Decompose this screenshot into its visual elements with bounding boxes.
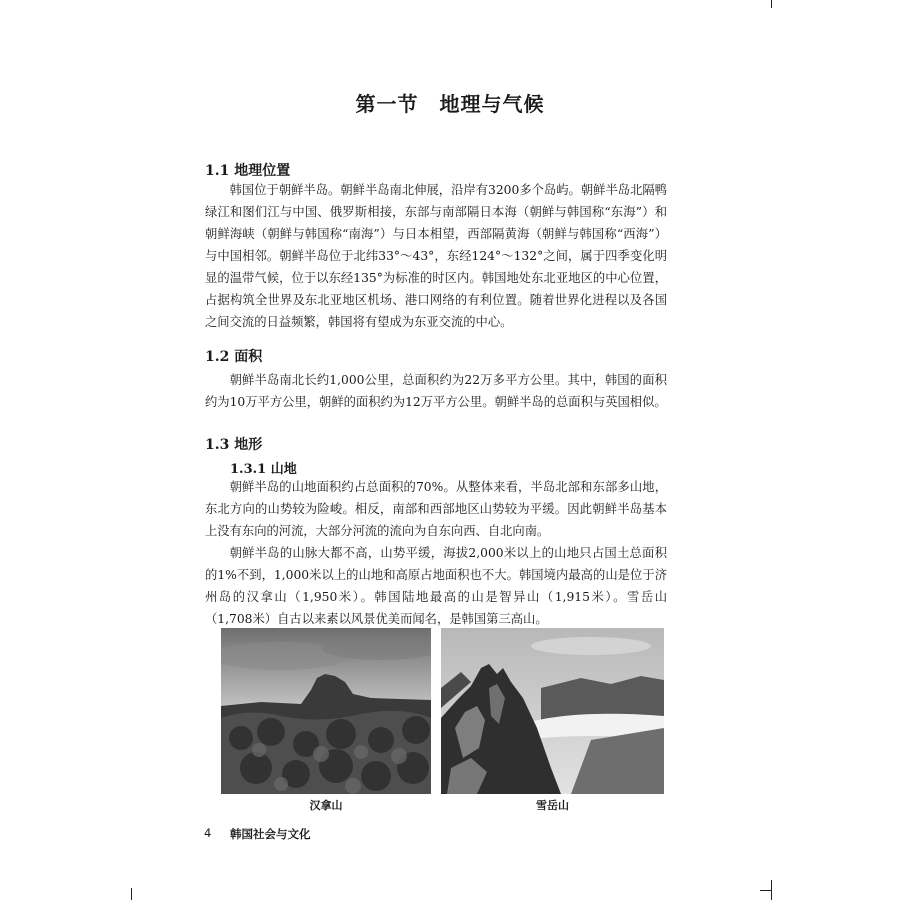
section-heading-location: 1.1 地理位置 [205, 163, 291, 179]
hallasan-photo [221, 628, 431, 794]
hallasan-caption: 汉拿山 [309, 799, 343, 812]
page-title: 第一节 地理与气候 [355, 92, 545, 116]
seoraksan-caption: 雪岳山 [536, 799, 569, 812]
seoraksan-photo [441, 628, 664, 794]
crop-mark-bottom-left [131, 888, 132, 900]
crop-mark-top [771, 0, 772, 8]
paragraph-location: 韩国位于朝鲜半岛。朝鲜半岛南北伸展，沿岸有3200多个岛屿。朝鲜半岛北隔鸭绿江和图们江与中国、俄罗斯相接，东部与南部隔日本海（朝鲜与韩国称“东海”）和朝鲜海峡（朝鲜与韩国称“南海”）与日本相望，西部隔黄海（朝鲜与韩国称“西海”）与中国相邻。朝鲜半岛位于北纬33°～43°，东经124°～132°之间，属于四季变化明显的温带气候，位于以东经135°为标准的时区内。韩国地处东北亚地区的中心位置，占据构筑全世界及东北亚地区机场、港口网络的有利位置。随着世界化进程以及各国之间交流的日益频繁，韩国将有望成为东亚交流的中心。 [205, 183, 667, 329]
subsection-heading-mountains: 1.3.1 山地 [230, 462, 297, 477]
section-heading-area: 1.2 面积 [205, 349, 263, 365]
book-title: 韩国社会与文化 [230, 827, 311, 841]
paragraph-mountains-2: 朝鲜半岛的山脉大都不高，山势平缓，海拔2,000米以上的山地只占国土总面积的1%不到，1,000米以上的山地和高原占地面积也不大。韩国境内最高的山是位于济州岛的汉拿山（1,950米）。韩国陆地最高的山是智异山（1,915米）。雪岳山（1,708米）自古以来素以风景优美而闻名，是韩国第三高山。 [205, 546, 667, 626]
paragraph-mountains-1: 朝鲜半岛的山地面积约占总面积的70%。从整体来看，半岛北部和东部多山地，东北方向的山势较为险峻。相反，南部和西部地区山势较为平缓。因此朝鲜半岛基本上没有东向的河流，大部分河流的流向为自东向西、自北向南。 [205, 480, 667, 538]
page-number: 4 [204, 826, 212, 840]
section-heading-terrain: 1.3 地形 [205, 437, 263, 453]
crop-mark-bottom-right-h [760, 890, 772, 891]
paragraph-area: 朝鲜半岛南北长约1,000公里，总面积约为22万多平方公里。其中，韩国的面积约为10万平方公里，朝鲜的面积约为12万平方公里。朝鲜半岛的总面积与英国相似。 [205, 373, 667, 409]
